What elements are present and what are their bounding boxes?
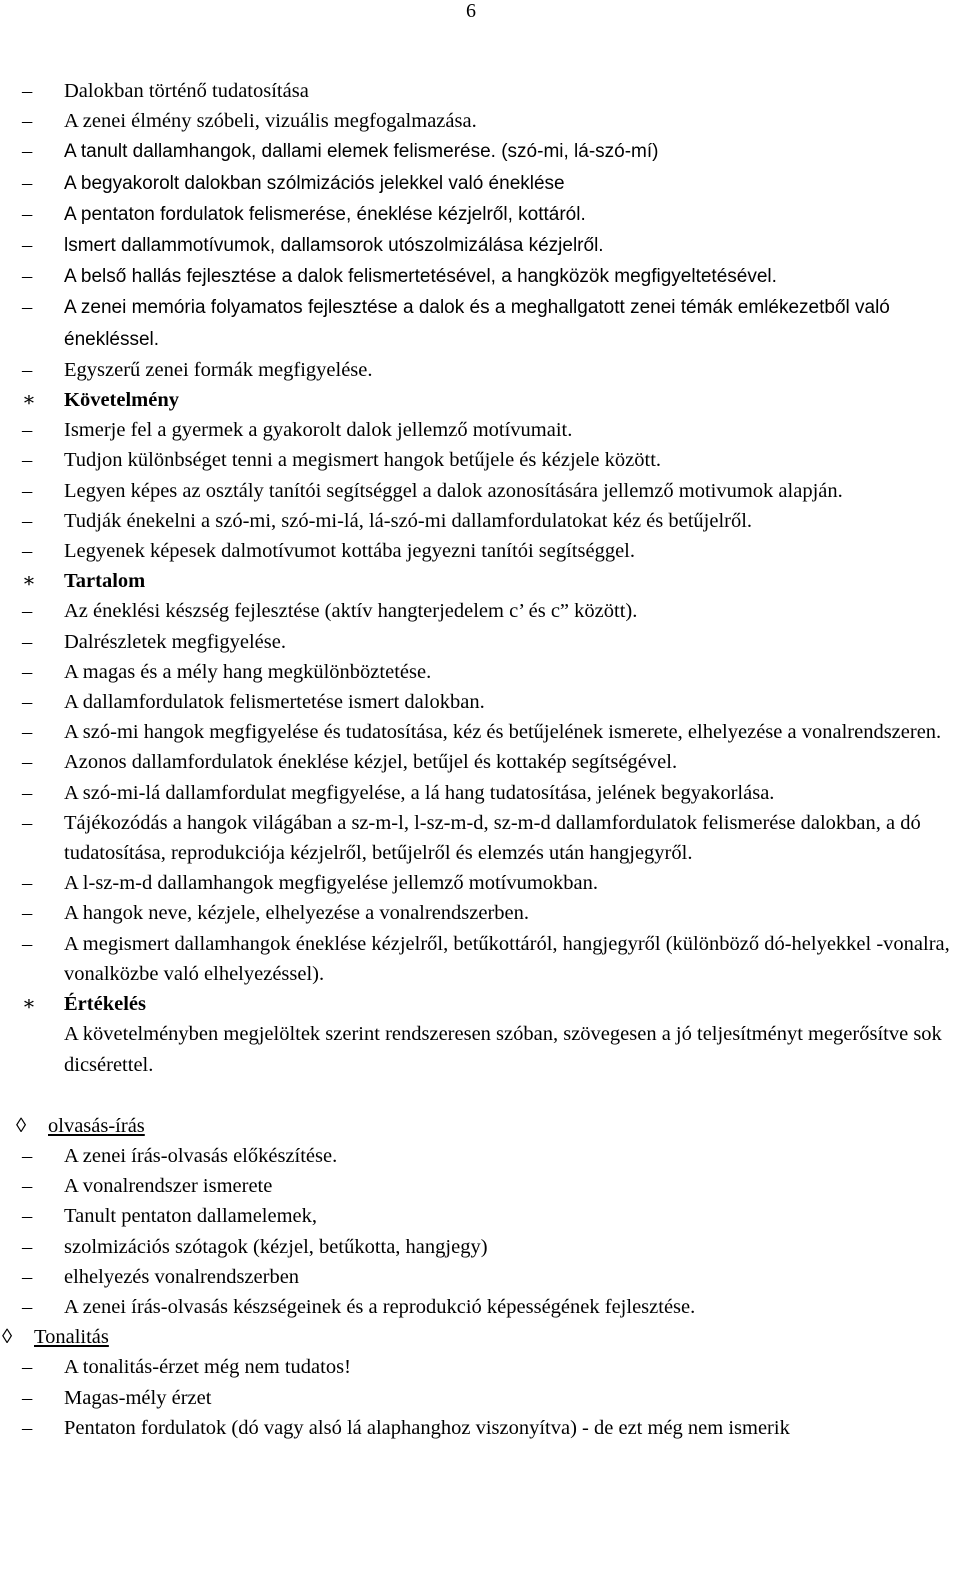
dash-marker: –	[22, 110, 33, 133]
dash-marker: –	[22, 265, 33, 288]
dash-marker: –	[22, 721, 33, 744]
list-item	[0, 76, 960, 106]
dash-marker: –	[22, 358, 33, 381]
dash-marker: –	[22, 80, 33, 102]
list-item	[0, 1141, 960, 1171]
section-heading	[0, 1322, 960, 1352]
list-item-text: A begyakorolt dalokban szólmizációs jelekkel való éneklése	[64, 172, 565, 194]
list-item	[0, 717, 960, 747]
list-item	[0, 1232, 960, 1262]
list-item-text: Tájékozódás a hangok világában a sz-m-l, l-sz-m-d, sz-m-d dallamfordulatok felismerése dalokban, a dó tudatosítása, reprodukciója kézjelről, betűjelről és elemzés után hangjegyről.	[64, 811, 921, 865]
list-item	[0, 199, 960, 230]
dash-marker: –	[22, 234, 33, 257]
list-item-text: A vonalrendszer ismerete	[64, 1175, 273, 1198]
list-item-text: A l-sz-m-d dallamhangok megfigyelése jellemző motívumokban.	[64, 872, 599, 895]
list-item-text: A zenei írás-olvasás készségeinek és a reprodukció képességének fejlesztése.	[64, 1295, 696, 1318]
list-item	[0, 1201, 960, 1231]
section-heading	[0, 1111, 960, 1141]
list-item	[0, 230, 960, 261]
list-item-text: Dalrészletek megfigyelése.	[64, 630, 286, 653]
list-item	[0, 261, 960, 292]
list-item	[0, 747, 960, 777]
list-item	[0, 929, 960, 989]
list-item-text: lsmert dallammotívumok, dallamsorok utószolmizálása kézjelről.	[64, 235, 604, 257]
section-heading	[0, 989, 960, 1019]
diamond-icon: ◊	[2, 1326, 13, 1349]
list-item-text: Pentaton fordulatok (dó vagy alsó lá alaphanghoz viszonyítva) - de ezt még nem ismerik	[64, 1416, 790, 1439]
list-item	[0, 1352, 960, 1382]
dash-marker: –	[22, 872, 33, 895]
dash-marker: –	[22, 1205, 33, 1228]
list-item	[0, 476, 960, 506]
list-item	[0, 657, 960, 687]
list-item	[0, 687, 960, 717]
content-block	[0, 76, 960, 1443]
list-item-text: Azonos dallamfordulatok éneklése kézjel, betűjel és kottakép segítségével.	[64, 751, 678, 774]
dash-marker: –	[22, 630, 33, 653]
dash-marker: –	[22, 1386, 33, 1409]
list-item-text: szolmizációs szótagok (kézjel, betűkotta, hangjegy)	[64, 1235, 488, 1258]
list-item	[0, 1262, 960, 1292]
dash-marker: –	[22, 600, 33, 623]
list-item-text: A pentaton fordulatok felismerése, éneklése kézjelről, kottáról.	[64, 203, 586, 225]
list-item-text: Magas-mély érzet	[64, 1386, 212, 1409]
dash-marker: –	[22, 1175, 33, 1198]
dash-marker: –	[22, 1356, 33, 1379]
list-item-text: A zenei élmény szóbeli, vizuális megfogalmazása.	[64, 110, 477, 133]
dash-marker: –	[22, 660, 33, 683]
asterisk-icon: ∗	[22, 993, 36, 1016]
list-item-text: A dallamfordulatok felismertetése ismert dalokban.	[64, 691, 485, 714]
dash-marker: –	[22, 1235, 33, 1258]
dash-marker: –	[22, 1295, 33, 1318]
list-item-text: Legyen képes az osztály tanítói segítséggel a dalok azonosítására jellemző motivumok alapján.	[64, 479, 843, 502]
list-item-text: A megismert dallamhangok éneklése kézjelről, betűkottáról, hangjegyről (különböző dó-helyekkel -vonalra, vonalközbe való elhelyezéssel).	[64, 932, 950, 985]
dash-marker: –	[22, 1265, 33, 1288]
list-item	[0, 596, 960, 626]
dash-marker: –	[22, 479, 33, 502]
dash-marker: –	[22, 419, 33, 442]
list-item-text: A szó-mi-lá dallamfordulat megfigyelése, a lá hang tudatosítása, jelének begyakorlása.	[64, 781, 775, 804]
dash-marker: –	[22, 449, 33, 472]
list-item	[0, 1413, 960, 1443]
list-item	[0, 808, 960, 868]
dash-marker: –	[22, 691, 33, 714]
dash-marker: –	[22, 932, 33, 955]
list-item	[0, 136, 960, 167]
evaluation-paragraph: A követelményben megjelöltek szerint rendszeresen szóban, szövegesen a jó teljesítményt megerősítve sok dicsérettel.	[64, 1023, 942, 1076]
heading-text: Tartalom	[64, 570, 146, 593]
heading-text: Tonalitás	[34, 1326, 109, 1349]
list-item	[0, 778, 960, 808]
list-item-text: Egyszerű zenei formák megfigyelése.	[64, 358, 373, 381]
dash-marker: –	[22, 902, 33, 925]
asterisk-icon: ∗	[22, 570, 36, 593]
list-item-text: A magas és a mély hang megkülönböztetése.	[64, 660, 432, 683]
dash-marker: –	[22, 509, 33, 532]
list-item	[0, 292, 960, 354]
list-item-text: Tanult pentaton dallamelemek,	[64, 1205, 318, 1228]
list-item-text: A tonalitás-érzet még nem tudatos!	[64, 1356, 351, 1379]
dash-marker: –	[22, 540, 33, 563]
list-item-text: Tudják énekelni a szó-mi, szó-mi-lá, lá-szó-mi dallamfordulatokat kéz és betűjelről.	[64, 509, 753, 532]
list-item-text: elhelyezés vonalrendszerben	[64, 1265, 300, 1288]
list-item	[0, 898, 960, 928]
list-item-text: Ismerje fel a gyermek a gyakorolt dalok jellemző motívumait.	[64, 419, 573, 442]
asterisk-icon: ∗	[22, 389, 36, 412]
section-heading	[0, 385, 960, 415]
dash-marker: –	[22, 811, 33, 834]
list-item-text: A zenei memória folyamatos fejlesztése a dalok és a meghallgatott zenei témák emlékezetből való énekléssel.	[64, 297, 890, 350]
dash-marker: –	[22, 1144, 33, 1167]
heading-text: Értékelés	[64, 993, 146, 1016]
dash-marker: –	[22, 140, 33, 163]
list-item	[0, 168, 960, 199]
dash-marker: –	[22, 171, 33, 194]
list-item-text: A zenei írás-olvasás előkészítése.	[64, 1144, 338, 1167]
list-item-text: Dalokban történő tudatosítása	[64, 80, 309, 102]
list-item	[0, 445, 960, 475]
list-item-text: A hangok neve, kézjele, elhelyezése a vonalrendszerben.	[64, 902, 530, 925]
list-item	[0, 506, 960, 536]
list-item-text: Legyenek képesek dalmotívumot kottába jegyezni tanítói segítséggel.	[64, 540, 635, 563]
heading-text: Követelmény	[64, 389, 179, 412]
list-item	[0, 627, 960, 657]
list-item-text: Az éneklési készség fejlesztése (aktív hangterjedelem c’ és c” között).	[64, 600, 638, 623]
diamond-icon: ◊	[16, 1114, 27, 1137]
list-item-text: Tudjon különbséget tenni a megismert hangok betűjele és kézjele között.	[64, 449, 662, 472]
list-item-text: A belső hallás fejlesztése a dalok felismertetésével, a hangközök megfigyeltetésével.	[64, 266, 777, 288]
page-number: 6	[466, 0, 476, 22]
list-item	[0, 355, 960, 385]
dash-marker: –	[22, 296, 33, 319]
dash-marker: –	[22, 751, 33, 774]
list-item	[0, 1292, 960, 1322]
section-heading	[0, 566, 960, 596]
heading-text: olvasás-írás	[48, 1114, 145, 1137]
list-item	[0, 536, 960, 566]
list-item-text: A tanult dallamhangok, dallami elemek felismerése. (szó-mi, lá-szó-mí)	[64, 141, 659, 163]
dash-marker: –	[22, 781, 33, 804]
list-item-text: A szó-mi hangok megfigyelése és tudatosítása, kéz és betűjelének ismerete, elhelyezése a vonalrendszeren.	[64, 721, 942, 744]
list-item	[0, 1383, 960, 1413]
dash-marker: –	[22, 1416, 33, 1439]
dash-marker: –	[22, 202, 33, 225]
list-item	[0, 1171, 960, 1201]
list-item	[0, 868, 960, 898]
list-item	[0, 106, 960, 136]
list-item	[0, 415, 960, 445]
